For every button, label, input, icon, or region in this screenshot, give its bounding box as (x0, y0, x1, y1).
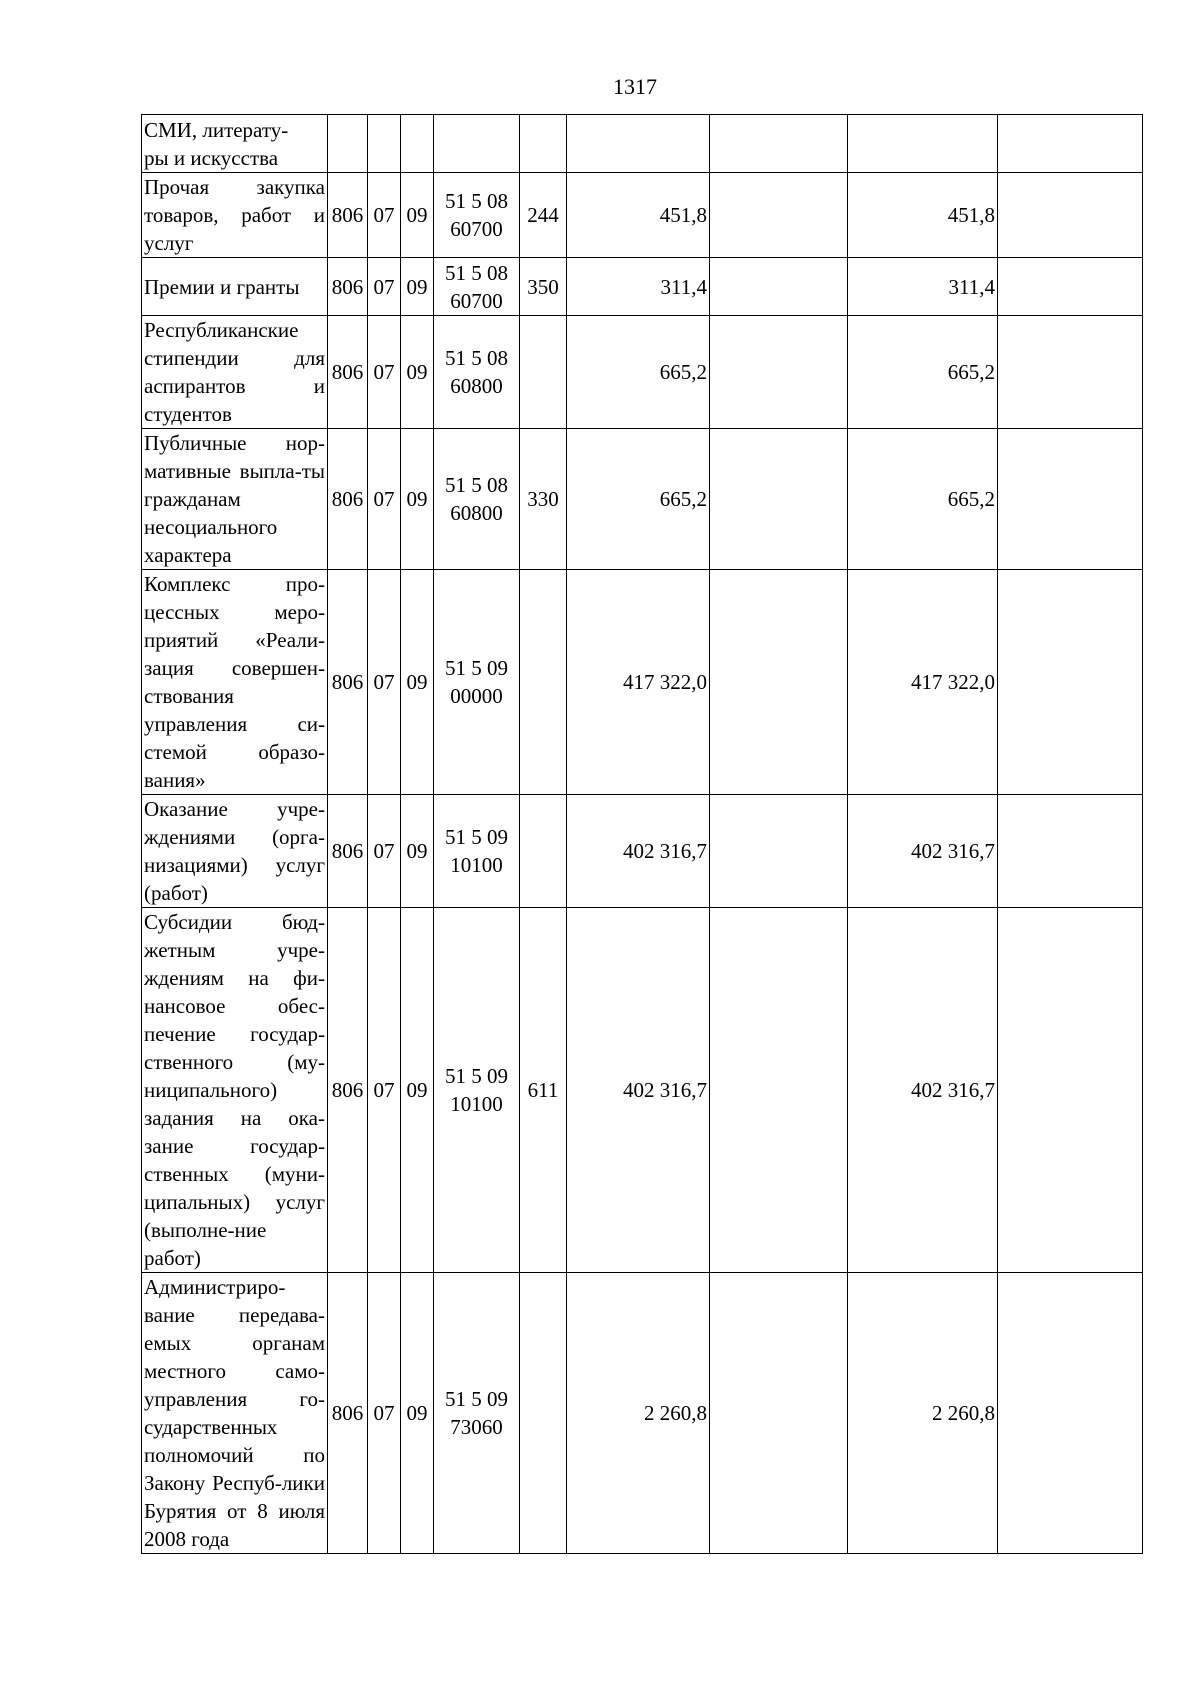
cell-amount-3: 2 260,8 (848, 1273, 998, 1554)
cell-section: 07 (368, 258, 401, 316)
cell-subsection: 09 (401, 570, 434, 795)
budget-table (141, 114, 1143, 1554)
cell-amount-total: 402 316,7 (567, 795, 710, 908)
table-row (142, 429, 1143, 570)
cell-amount-total (567, 115, 710, 173)
cell-amount-4 (998, 173, 1143, 258)
cell-amount-3: 665,2 (848, 316, 998, 429)
cell-amount-3: 402 316,7 (848, 908, 998, 1273)
cell-amount-2 (710, 115, 848, 173)
cell-amount-4 (998, 258, 1143, 316)
cell-amount-3: 311,4 (848, 258, 998, 316)
table-row (142, 1273, 1143, 1554)
cell-amount-4 (998, 1273, 1143, 1554)
cell-amount-total: 665,2 (567, 429, 710, 570)
cell-target-article: 51 5 08 60700 (434, 173, 520, 258)
cell-amount-3: 451,8 (848, 173, 998, 258)
table-row (142, 173, 1143, 258)
cell-grbs (328, 115, 368, 173)
cell-section: 07 (368, 570, 401, 795)
cell-name: Публичные нор-мативные выпла-ты гражданам несоциального характера (142, 429, 328, 570)
cell-grbs: 806 (328, 795, 368, 908)
cell-name: Премии и гранты (142, 258, 328, 316)
cell-amount-2 (710, 316, 848, 429)
cell-amount-4 (998, 429, 1143, 570)
page-number: 1317 (613, 74, 657, 99)
cell-name: Администриро-вание передава-емых органам местного само-управления го-сударственных полномочий по Закону Респуб-лики Бурятия от 8 июля 2008 года (142, 1273, 328, 1554)
cell-expense-type: 350 (520, 258, 567, 316)
cell-target-article: 51 5 08 60700 (434, 258, 520, 316)
cell-section: 07 (368, 908, 401, 1273)
cell-target-article: 51 5 09 10100 (434, 908, 520, 1273)
cell-amount-total: 311,4 (567, 258, 710, 316)
cell-amount-3: 417 322,0 (848, 570, 998, 795)
cell-section: 07 (368, 795, 401, 908)
cell-expense-type (520, 316, 567, 429)
cell-expense-type (520, 795, 567, 908)
cell-subsection: 09 (401, 316, 434, 429)
cell-subsection: 09 (401, 908, 434, 1273)
cell-grbs: 806 (328, 570, 368, 795)
cell-grbs: 806 (328, 429, 368, 570)
cell-section: 07 (368, 1273, 401, 1554)
cell-amount-2 (710, 429, 848, 570)
cell-target-article: 51 5 08 60800 (434, 429, 520, 570)
cell-expense-type: 244 (520, 173, 567, 258)
table-row (142, 316, 1143, 429)
cell-name: Республиканские стипендии для аспирантов и студентов (142, 316, 328, 429)
cell-amount-total: 417 322,0 (567, 570, 710, 795)
cell-amount-3: 402 316,7 (848, 795, 998, 908)
cell-target-article: 51 5 09 00000 (434, 570, 520, 795)
cell-section (368, 115, 401, 173)
cell-expense-type (520, 1273, 567, 1554)
table-row (142, 795, 1143, 908)
cell-amount-4 (998, 908, 1143, 1273)
cell-subsection: 09 (401, 258, 434, 316)
cell-subsection (401, 115, 434, 173)
cell-subsection: 09 (401, 1273, 434, 1554)
cell-section: 07 (368, 316, 401, 429)
cell-name: СМИ, литерату- ры и искусства (142, 115, 328, 173)
table-row (142, 570, 1143, 795)
cell-subsection: 09 (401, 173, 434, 258)
cell-name: Субсидии бюд-жетным учре-ждениям на фи-нансовое обес-печение государ-ственного (му-ниципального) задания на ока-зание государ-ственных (муни-ципальных) услуг (выполне-ние работ) (142, 908, 328, 1273)
cell-expense-type: 611 (520, 908, 567, 1273)
cell-name: Прочая закупка товаров, работ и услуг (142, 173, 328, 258)
cell-amount-total: 451,8 (567, 173, 710, 258)
cell-amount-total: 402 316,7 (567, 908, 710, 1273)
cell-name: Комплекс про-цессных меро-приятий «Реали-зация совершен-ствования управления си-стемой образо-вания» (142, 570, 328, 795)
cell-amount-2 (710, 173, 848, 258)
cell-amount-2 (710, 570, 848, 795)
cell-target-article: 51 5 09 10100 (434, 795, 520, 908)
cell-amount-2 (710, 1273, 848, 1554)
cell-expense-type (520, 115, 567, 173)
cell-section: 07 (368, 429, 401, 570)
cell-amount-total: 665,2 (567, 316, 710, 429)
cell-grbs: 806 (328, 1273, 368, 1554)
cell-grbs: 806 (328, 173, 368, 258)
cell-amount-4 (998, 570, 1143, 795)
cell-subsection: 09 (401, 429, 434, 570)
cell-amount-4 (998, 795, 1143, 908)
table-row (142, 258, 1143, 316)
cell-amount-total: 2 260,8 (567, 1273, 710, 1554)
cell-amount-2 (710, 908, 848, 1273)
cell-target-article: 51 5 09 73060 (434, 1273, 520, 1554)
cell-amount-4 (998, 115, 1143, 173)
cell-amount-4 (998, 316, 1143, 429)
cell-amount-2 (710, 795, 848, 908)
cell-amount-3: 665,2 (848, 429, 998, 570)
cell-target-article: 51 5 08 60800 (434, 316, 520, 429)
cell-expense-type (520, 570, 567, 795)
cell-section: 07 (368, 173, 401, 258)
table-row (142, 115, 1143, 173)
cell-amount-3 (848, 115, 998, 173)
cell-grbs: 806 (328, 258, 368, 316)
table-body (142, 115, 1143, 1554)
cell-grbs: 806 (328, 316, 368, 429)
cell-target-article (434, 115, 520, 173)
cell-grbs: 806 (328, 908, 368, 1273)
cell-expense-type: 330 (520, 429, 567, 570)
cell-name: Оказание учре-ждениями (орга-низациями) услуг (работ) (142, 795, 328, 908)
cell-amount-2 (710, 258, 848, 316)
table-row (142, 908, 1143, 1273)
cell-subsection: 09 (401, 795, 434, 908)
